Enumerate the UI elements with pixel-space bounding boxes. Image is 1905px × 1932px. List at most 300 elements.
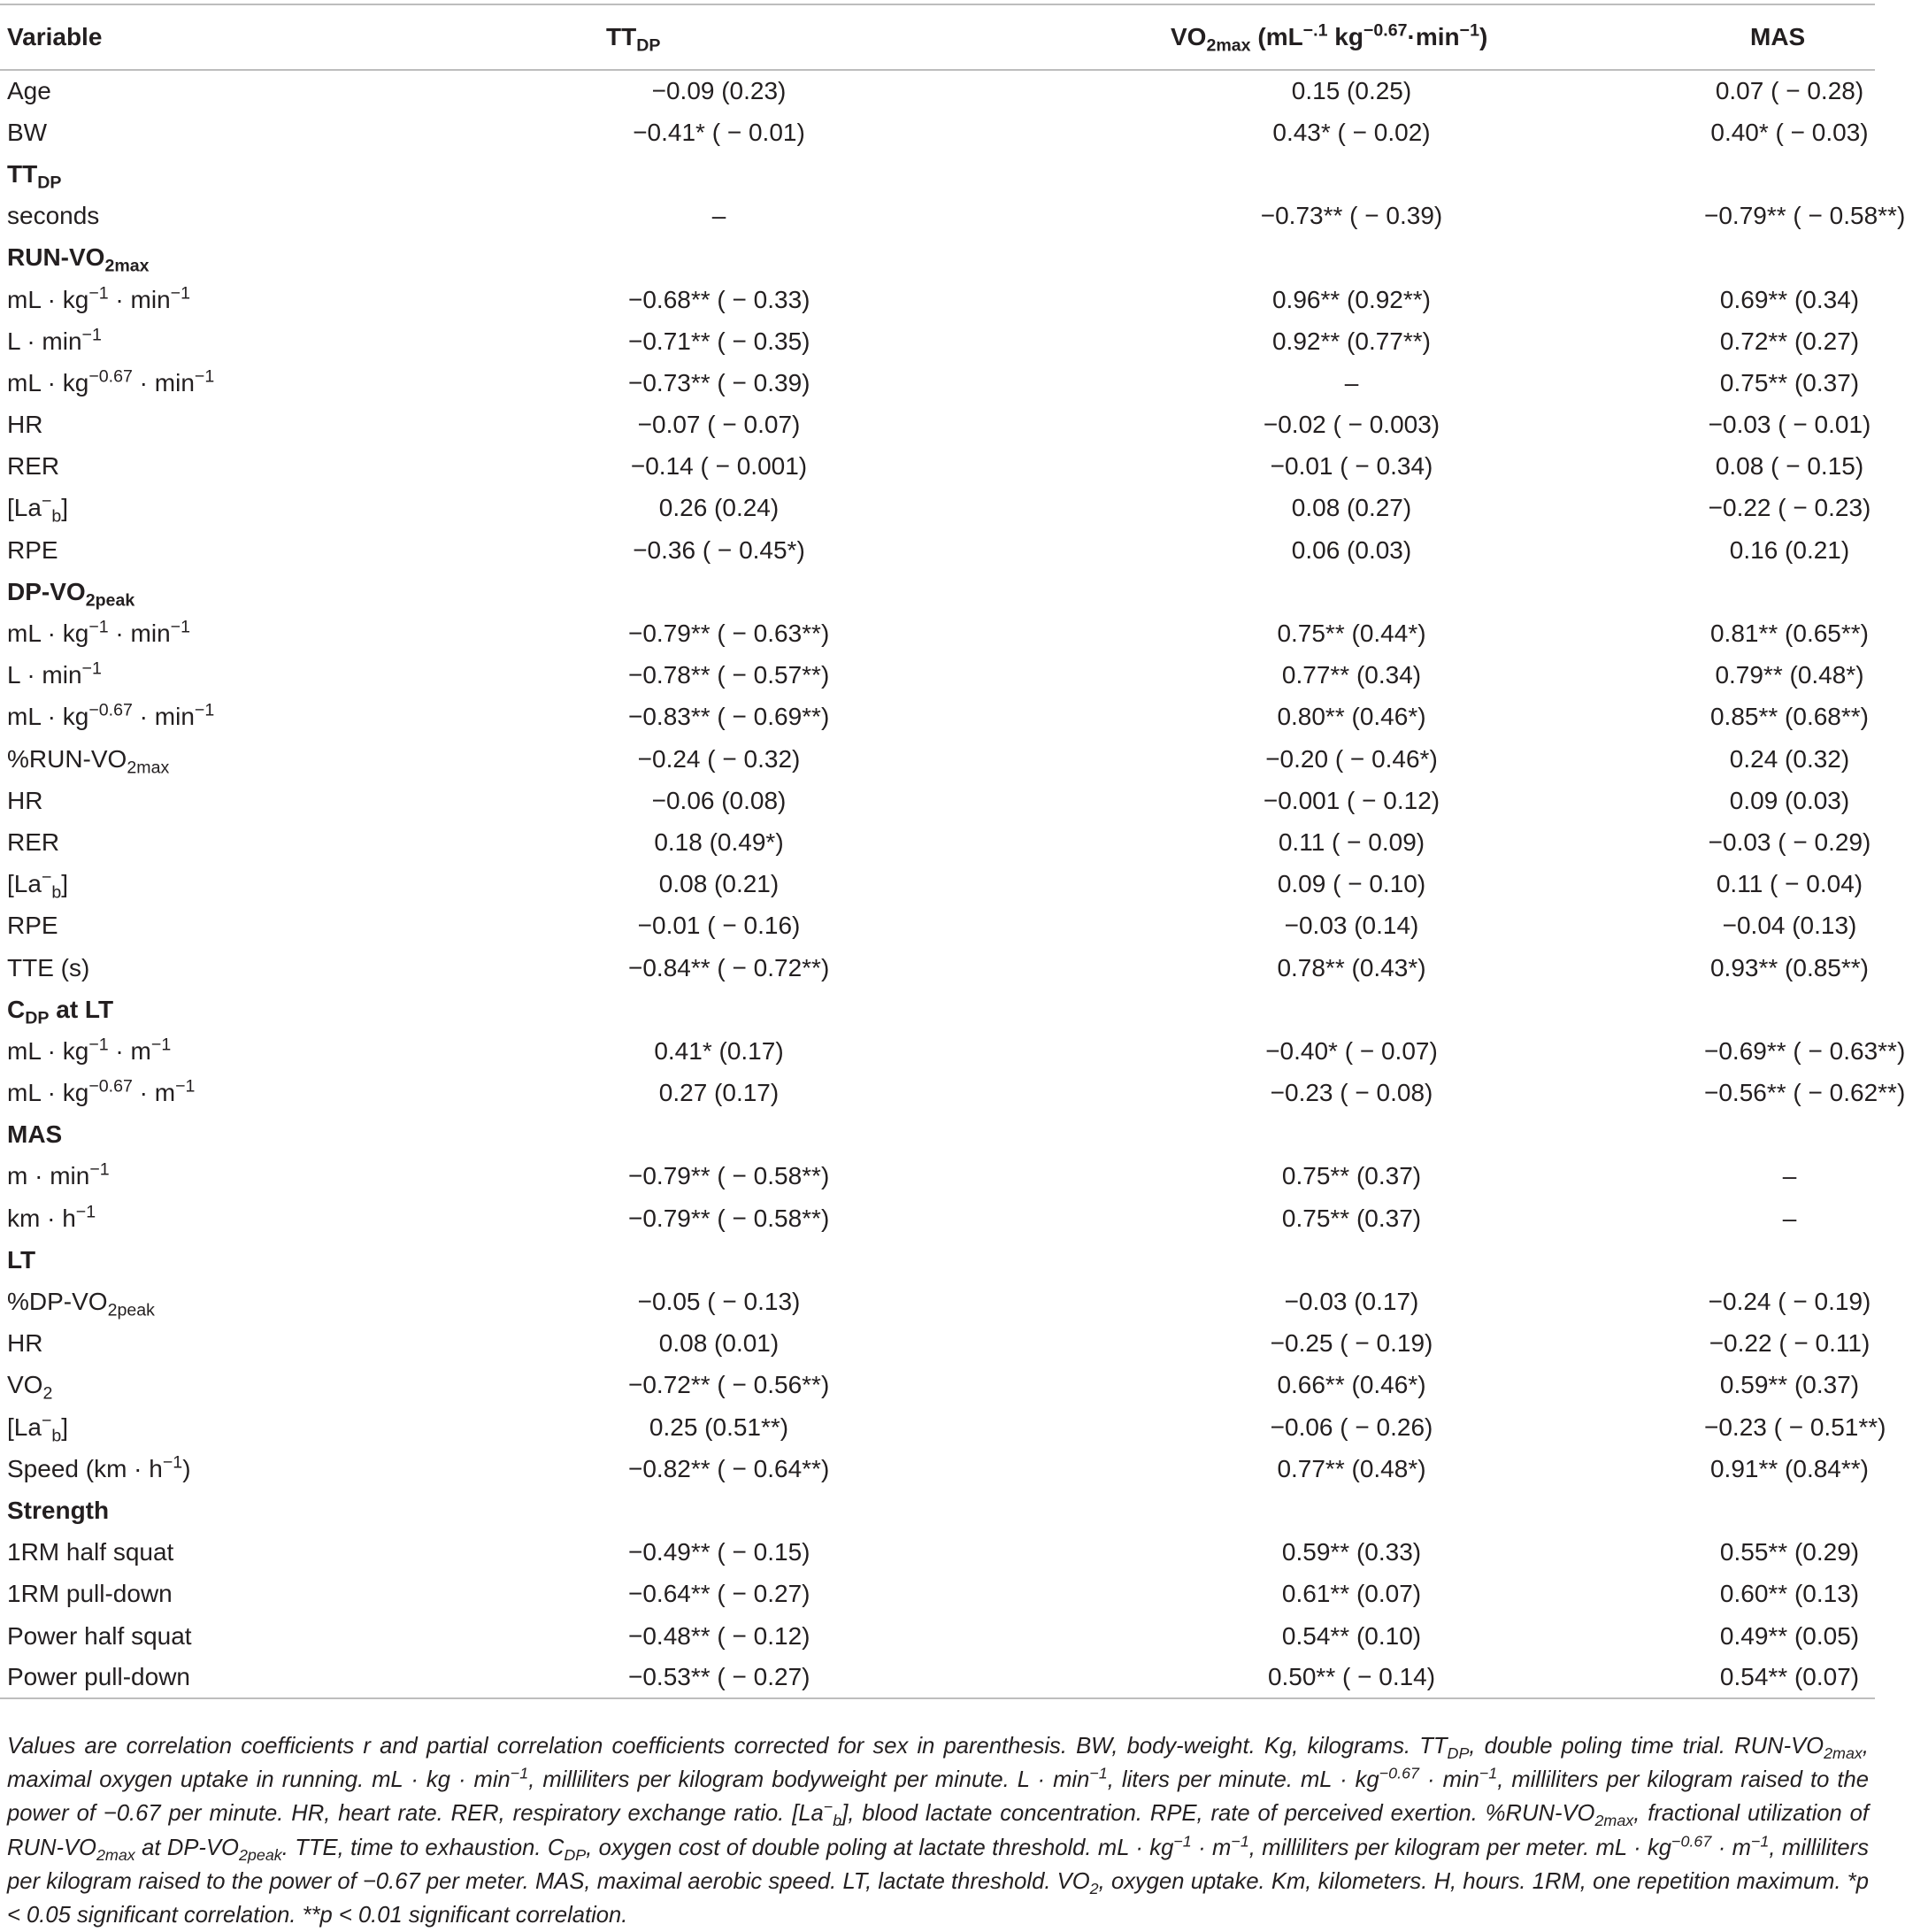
cell-tt-dp: −0.83** ( − 0.69**)	[628, 703, 830, 731]
row-label-sup2: −1	[170, 283, 190, 304]
row-label-text: mL · kg	[7, 620, 89, 648]
row-label-text2: )	[182, 1454, 191, 1482]
footnote-text: , oxygen uptake. Km, kilometers. H, hours. 1RM, one repetition maximum. *p < 0.05 significant correlation. **p < 0.01 significant correlation.	[7, 1868, 1869, 1928]
cell-tt-dp: −0.07 ( − 0.07)	[637, 411, 801, 439]
group-label	[0, 1114, 460, 1156]
cell-vo2max: –	[1344, 368, 1359, 396]
row-label	[0, 362, 460, 404]
table-row	[0, 1030, 1875, 1072]
header-variable-text: Variable	[7, 23, 103, 50]
row-label-text: [La	[7, 494, 42, 522]
cell-vo2max: 0.78** (0.43*)	[1277, 953, 1426, 981]
cell-tt-dp: −0.71** ( − 0.35)	[628, 327, 810, 355]
cell-mas: −0.03 ( − 0.29)	[1708, 827, 1871, 856]
group-header-row	[0, 1239, 1875, 1281]
cell-vo2max: 0.75** (0.44*)	[1277, 620, 1426, 648]
row-label	[0, 697, 460, 738]
header-vo2-sup1: −.1	[1302, 20, 1328, 41]
footnote-text: at DP-VO	[134, 1835, 239, 1860]
table-row	[0, 529, 1875, 571]
table-row	[0, 821, 1875, 863]
table-row	[0, 404, 1875, 446]
cell-mas: −0.56** ( − 0.62**)	[1704, 1079, 1905, 1107]
row-label-sup: −0.67	[88, 1076, 133, 1097]
row-label	[0, 279, 460, 320]
cell-tt-dp: −0.36 ( − 0.45*)	[633, 535, 805, 564]
footnote-text: , liters per minute. mL · kg	[1107, 1767, 1379, 1793]
cell-mas: 0.49** (0.05)	[1719, 1621, 1860, 1650]
row-label-text: Power half squat	[7, 1621, 192, 1650]
cell-vo2max: 0.75** (0.37)	[1281, 1204, 1422, 1232]
cell-tt-dp: 0.41* (0.17)	[654, 1036, 784, 1065]
footnote-text: , double poling time trial. RUN-VO	[1469, 1734, 1824, 1759]
row-label-text: mL · kg	[7, 1079, 89, 1107]
group-label-text: DP-VO	[7, 577, 86, 605]
table-row	[0, 655, 1875, 697]
cell-vo2max: 0.66** (0.46*)	[1277, 1371, 1426, 1399]
cell-mas: −0.69** ( − 0.63**)	[1704, 1036, 1905, 1065]
group-header-row	[0, 237, 1875, 279]
cell-tt-dp: −0.82** ( − 0.64**)	[628, 1454, 830, 1482]
table-header	[0, 4, 1875, 70]
footnote-sup: −0.67	[1671, 1832, 1712, 1851]
group-header-row	[0, 1489, 1875, 1531]
row-label-text: RPE	[7, 535, 58, 564]
row-label	[0, 1365, 460, 1406]
row-label-text: VO	[7, 1371, 43, 1399]
footnote-sub: DP	[1447, 1744, 1470, 1763]
row-label-text: HR	[7, 411, 43, 439]
row-label-sup: −0.67	[88, 701, 133, 721]
footnote-text: ], blood lactate concentration. RPE, rate of perceived exertion. %RUN-VO	[841, 1801, 1595, 1827]
footnote-text: , milliliters per kilogram per meter. mL · kg	[1248, 1835, 1672, 1860]
cell-vo2max: −0.73** ( − 0.39)	[1260, 202, 1443, 230]
cell-empty	[1540, 153, 1875, 195]
footnote-text: Values are correlation coefficients r and partial correlation coefficients corrected for sex in parenthesis. BW, body-weight. Kg, kilograms. TT	[7, 1734, 1448, 1759]
table-row	[0, 279, 1875, 320]
row-label-text: mL · kg	[7, 703, 89, 731]
row-label	[0, 488, 460, 529]
cell-mas: 0.16 (0.21)	[1729, 535, 1850, 564]
cell-vo2max: 0.77** (0.34)	[1281, 661, 1422, 689]
table-row	[0, 1323, 1875, 1365]
group-header-row	[0, 1114, 1875, 1156]
header-row	[0, 4, 1875, 70]
row-label-sup: −1	[88, 283, 109, 304]
cell-tt-dp: −0.06 (0.08)	[651, 786, 787, 814]
footnote-sub: DP	[564, 1845, 587, 1864]
header-vo2-sup3: −1	[1459, 20, 1479, 41]
row-label	[0, 1073, 460, 1114]
cell-tt-dp: 0.08 (0.01)	[658, 1329, 780, 1358]
cell-mas: −0.03 ( − 0.01)	[1708, 411, 1871, 439]
row-label-text: HR	[7, 1329, 43, 1358]
cell-tt-dp: −0.79** ( − 0.58**)	[628, 1162, 830, 1190]
table-row	[0, 1574, 1875, 1615]
cell-tt-dp: −0.72** ( − 0.56**)	[628, 1371, 830, 1399]
cell-vo2max: 0.54** (0.10)	[1281, 1621, 1422, 1650]
group-label-sub: DP	[25, 1008, 50, 1028]
row-label-sup2: −1	[170, 617, 190, 637]
row-label-text2: ]	[61, 870, 69, 898]
table-row	[0, 196, 1875, 237]
row-label-text: HR	[7, 786, 43, 814]
cell-tt-dp: −0.09 (0.23)	[651, 77, 787, 105]
cell-empty	[460, 571, 810, 612]
row-label	[0, 446, 460, 488]
cell-empty	[460, 989, 810, 1030]
cell-tt-dp: −0.64** ( − 0.27)	[628, 1580, 810, 1608]
table-row	[0, 905, 1875, 947]
group-label-sub: 2peak	[85, 590, 135, 611]
row-label-sup2: −1	[175, 1076, 196, 1097]
header-vo2-unit-c: ·min	[1407, 23, 1460, 50]
cell-mas: −0.04 (0.13)	[1722, 912, 1857, 940]
cell-vo2max: −0.06 ( − 0.26)	[1270, 1412, 1433, 1441]
row-label-text: BW	[7, 118, 48, 146]
row-label-text2: · min	[132, 703, 195, 731]
row-label-text2: · min	[108, 285, 171, 313]
row-label-sup: −	[41, 867, 52, 888]
row-label	[0, 1281, 460, 1322]
cell-empty	[460, 1114, 810, 1156]
table-row	[0, 697, 1875, 738]
cell-empty	[810, 1489, 1540, 1531]
group-label	[0, 1239, 460, 1281]
group-header-row	[0, 571, 1875, 612]
cell-tt-dp: −0.48** ( − 0.12)	[628, 1621, 810, 1650]
group-label-text: LT	[7, 1245, 36, 1274]
group-label-sub: 2max	[104, 256, 150, 276]
footnote-text: , milliliters per kilogram bodyweight per minute. L · min	[528, 1767, 1090, 1793]
row-label-sup: −1	[81, 658, 102, 679]
cell-tt-dp: −0.79** ( − 0.63**)	[628, 620, 830, 648]
cell-vo2max: −0.03 (0.14)	[1284, 912, 1419, 940]
cell-tt-dp: −0.49** ( − 0.15)	[628, 1538, 810, 1566]
header-mas-text: MAS	[1750, 23, 1806, 50]
cell-vo2max: 0.75** (0.37)	[1281, 1162, 1422, 1190]
cell-empty	[1540, 989, 1875, 1030]
cell-empty	[810, 1114, 1540, 1156]
table-body	[0, 70, 1905, 1698]
table-row	[0, 488, 1875, 529]
row-label-sup: −	[41, 1411, 52, 1431]
cell-mas: 0.08 ( − 0.15)	[1715, 452, 1864, 481]
cell-tt-dp: −0.53** ( − 0.27)	[628, 1663, 810, 1691]
row-label-text: %RUN-VO	[7, 744, 127, 773]
cell-tt-dp: −0.05 ( − 0.13)	[637, 1288, 801, 1316]
group-label-text: Strength	[7, 1496, 110, 1524]
cell-mas: −0.22 ( − 0.23)	[1708, 494, 1871, 522]
footnote-text: · min	[1419, 1767, 1479, 1793]
row-label-sub: b	[51, 882, 62, 903]
row-label	[0, 864, 460, 905]
footnote-sub: b	[833, 1812, 842, 1830]
row-label	[0, 1030, 460, 1072]
row-label-sup2: −1	[194, 366, 215, 387]
table-row	[0, 738, 1875, 780]
cell-empty	[810, 989, 1540, 1030]
footnote-sub: 2max	[96, 1845, 135, 1864]
cell-empty	[1540, 1489, 1875, 1531]
cell-empty	[1540, 1114, 1875, 1156]
cell-empty	[810, 571, 1540, 612]
row-label-text2: · m	[108, 1036, 151, 1065]
footnote-text: , maximal oxygen uptake in running. mL · kg · min	[7, 1734, 1869, 1793]
row-label-text2: ]	[61, 1412, 69, 1441]
footnote-sup: −1	[1173, 1832, 1192, 1851]
cell-vo2max: 0.80** (0.46*)	[1277, 703, 1426, 731]
cell-tt-dp: 0.26 (0.24)	[658, 494, 780, 522]
row-label-sup: −1	[88, 617, 109, 637]
table-row	[0, 1073, 1875, 1114]
cell-mas: 0.75** (0.37)	[1719, 368, 1860, 396]
header-variable	[0, 4, 460, 70]
table-row	[0, 112, 1875, 153]
row-label-text: seconds	[7, 202, 100, 230]
cell-tt-dp: −0.01 ( − 0.16)	[637, 912, 801, 940]
footnote-text: . TTE, time to exhaustion. C	[281, 1835, 565, 1860]
row-label	[0, 1657, 460, 1698]
cell-vo2max: 0.50** ( − 0.14)	[1267, 1663, 1436, 1691]
cell-mas: 0.69** (0.34)	[1719, 285, 1860, 313]
group-label-text: C	[7, 995, 26, 1023]
group-label	[0, 153, 460, 195]
footnote-sup: −1	[1750, 1832, 1770, 1851]
header-vo2max	[810, 4, 1540, 70]
cell-mas: 0.40* ( − 0.03)	[1710, 118, 1869, 146]
cell-empty	[1540, 571, 1875, 612]
row-label	[0, 1574, 460, 1615]
footnote-sup: −1	[1479, 1764, 1498, 1782]
footnote-sup: −1	[1089, 1764, 1108, 1782]
footnote-sub: 2max	[1824, 1744, 1863, 1763]
cell-empty	[460, 237, 810, 279]
table-row	[0, 320, 1875, 362]
header-tt-text: TT	[606, 23, 637, 50]
cell-tt-dp: –	[711, 202, 726, 230]
table-row	[0, 446, 1875, 488]
cell-vo2max: 0.96** (0.92**)	[1271, 285, 1431, 313]
row-label-text2: · min	[108, 620, 171, 648]
row-label	[0, 1615, 460, 1657]
footnote-text: , milliliters per kilogram raised to the power of −0.67 per meter. MAS, maximal aerobic speed. LT, lactate threshold. VO	[7, 1835, 1869, 1894]
footnote-sup: −1	[510, 1764, 529, 1782]
row-label	[0, 196, 460, 237]
cell-mas: −0.22 ( − 0.11)	[1709, 1329, 1870, 1358]
cell-tt-dp: 0.25 (0.51**)	[649, 1412, 789, 1441]
header-vo2-text: VO	[1171, 23, 1207, 50]
footnote-sub: 2	[1089, 1879, 1099, 1897]
footnote-sup: −1	[1231, 1832, 1249, 1851]
cell-mas: 0.93** (0.85**)	[1709, 953, 1869, 981]
row-label	[0, 112, 460, 153]
cell-tt-dp: −0.79** ( − 0.58**)	[628, 1204, 830, 1232]
cell-vo2max: 0.43* ( − 0.02)	[1272, 118, 1431, 146]
header-vo2-sub: 2max	[1206, 35, 1251, 56]
row-label	[0, 947, 460, 989]
cell-tt-dp: −0.41* ( − 0.01)	[633, 118, 805, 146]
table-row	[0, 1448, 1875, 1489]
cell-vo2max: −0.001 ( − 0.12)	[1263, 786, 1440, 814]
cell-mas: –	[1782, 1162, 1797, 1190]
cell-vo2max: 0.59** (0.33)	[1281, 1538, 1422, 1566]
group-label	[0, 989, 460, 1030]
row-label-text: mL · kg	[7, 1036, 89, 1065]
footnote-sup: −	[823, 1797, 833, 1816]
row-label-text2: ]	[61, 494, 69, 522]
cell-tt-dp: −0.84** ( − 0.72**)	[628, 953, 830, 981]
table-row	[0, 1615, 1875, 1657]
cell-vo2max: 0.08 (0.27)	[1291, 494, 1412, 522]
cell-vo2max: 0.09 ( − 0.10)	[1277, 870, 1426, 898]
row-label-sup: −1	[162, 1452, 183, 1473]
row-label-sup: −1	[75, 1202, 96, 1222]
row-label-sub: 2	[42, 1384, 53, 1404]
row-label-sub: b	[51, 507, 62, 527]
cell-mas: 0.85** (0.68**)	[1709, 703, 1869, 731]
table-row	[0, 1156, 1875, 1197]
table-row	[0, 1281, 1875, 1322]
group-label-after: at LT	[49, 995, 114, 1023]
table-row	[0, 362, 1875, 404]
row-label	[0, 320, 460, 362]
cell-vo2max: −0.20 ( − 0.46*)	[1265, 744, 1438, 773]
row-label-text: Age	[7, 77, 51, 105]
header-vo2-unit-b: kg	[1327, 23, 1363, 50]
cell-tt-dp: 0.18 (0.49*)	[654, 827, 784, 856]
row-label-text: m · min	[7, 1162, 90, 1190]
cell-empty	[1540, 1239, 1875, 1281]
row-label-text2: · min	[132, 368, 195, 396]
footnote-sub: 2max	[1594, 1812, 1634, 1830]
group-label	[0, 237, 460, 279]
row-label	[0, 1406, 460, 1448]
cell-vo2max: −0.02 ( − 0.003)	[1263, 411, 1440, 439]
cell-tt-dp: −0.24 ( − 0.32)	[637, 744, 801, 773]
cell-vo2max: 0.61** (0.07)	[1281, 1580, 1422, 1608]
row-label-text: RER	[7, 827, 60, 856]
group-label-text: TT	[7, 159, 38, 188]
row-label	[0, 738, 460, 780]
table-row	[0, 1197, 1875, 1239]
cell-vo2max: −0.40* ( − 0.07)	[1265, 1036, 1438, 1065]
cell-empty	[810, 1239, 1540, 1281]
cell-tt-dp: −0.68** ( − 0.33)	[628, 285, 810, 313]
row-label-text: mL · kg	[7, 285, 89, 313]
row-label-text: L · min	[7, 327, 82, 355]
group-label	[0, 1489, 460, 1531]
cell-mas: 0.79** (0.48*)	[1715, 661, 1864, 689]
row-label-sub: 2peak	[107, 1300, 155, 1320]
header-vo2-unit-a: (mL	[1250, 23, 1303, 50]
cell-vo2max: 0.77** (0.48*)	[1277, 1454, 1426, 1482]
cell-mas: 0.59** (0.37)	[1719, 1371, 1860, 1399]
cell-mas: 0.24 (0.32)	[1729, 744, 1850, 773]
row-label	[0, 70, 460, 112]
group-label	[0, 571, 460, 612]
cell-mas: −0.79** ( − 0.58**)	[1704, 202, 1905, 230]
row-label-sub: 2max	[127, 758, 170, 778]
row-label-text: L · min	[7, 661, 82, 689]
header-vo2-unit-d: )	[1479, 23, 1488, 50]
table-row	[0, 780, 1875, 821]
row-label	[0, 612, 460, 654]
row-label-text2: · m	[132, 1079, 176, 1107]
cell-mas: 0.72** (0.27)	[1719, 327, 1860, 355]
cell-mas: −0.23 ( − 0.51**)	[1704, 1412, 1886, 1441]
row-label-sup: −1	[88, 1035, 109, 1055]
table-row	[0, 612, 1875, 654]
row-label-text: 1RM half squat	[7, 1538, 174, 1566]
row-label	[0, 1197, 460, 1239]
cell-mas: 0.55** (0.29)	[1719, 1538, 1860, 1566]
row-label	[0, 821, 460, 863]
header-mas	[1540, 4, 1875, 70]
row-label-text: RER	[7, 452, 60, 481]
row-label	[0, 655, 460, 697]
row-label	[0, 1532, 460, 1574]
group-label-text: RUN-VO	[7, 243, 105, 272]
footnote-text: · m	[1711, 1835, 1751, 1860]
group-header-row	[0, 153, 1875, 195]
cell-empty	[460, 1239, 810, 1281]
cell-mas: 0.60** (0.13)	[1719, 1580, 1860, 1608]
row-label-sup2: −1	[150, 1035, 172, 1055]
row-label-sup: −0.67	[88, 366, 133, 387]
header-tt-dp	[460, 4, 810, 70]
cell-empty	[460, 153, 810, 195]
row-label-text: RPE	[7, 912, 58, 940]
cell-mas: –	[1782, 1204, 1797, 1232]
cell-mas: −0.24 ( − 0.19)	[1708, 1288, 1871, 1316]
cell-tt-dp: −0.14 ( − 0.001)	[630, 452, 808, 481]
cell-mas: 0.07 ( − 0.28)	[1715, 77, 1864, 105]
cell-vo2max: 0.11 ( − 0.09)	[1278, 827, 1425, 856]
row-label-text: km · h	[7, 1204, 76, 1232]
row-label	[0, 1323, 460, 1365]
footnote-text: , oxygen cost of double poling at lactate threshold. mL · kg	[586, 1835, 1174, 1860]
cell-tt-dp: 0.08 (0.21)	[658, 870, 780, 898]
group-label-sub: DP	[37, 173, 62, 193]
row-label-text: Power pull-down	[7, 1663, 190, 1691]
cell-empty	[810, 153, 1540, 195]
cell-mas: 0.54** (0.07)	[1719, 1663, 1860, 1691]
cell-empty	[1540, 237, 1875, 279]
cell-mas: 0.81** (0.65**)	[1709, 620, 1869, 648]
row-label	[0, 529, 460, 571]
footnote-text: , fractional utilization of RUN-VO	[7, 1801, 1869, 1860]
footnote-sub: 2peak	[238, 1845, 282, 1864]
cell-vo2max: −0.01 ( − 0.34)	[1270, 452, 1433, 481]
row-label	[0, 780, 460, 821]
table-row	[0, 864, 1875, 905]
row-label-text: [La	[7, 870, 42, 898]
row-label	[0, 404, 460, 446]
row-label-sup: −1	[89, 1160, 110, 1181]
cell-mas: 0.09 (0.03)	[1729, 786, 1850, 814]
table-footnote	[7, 1729, 1869, 1932]
correlation-table	[0, 4, 1905, 1699]
row-label-text: [La	[7, 1412, 42, 1441]
row-label-text: Speed (km · h	[7, 1454, 163, 1482]
table-row	[0, 70, 1875, 112]
row-label-text: mL · kg	[7, 368, 89, 396]
group-label-text: MAS	[7, 1120, 63, 1149]
row-label-sup2: −1	[194, 701, 215, 721]
row-label	[0, 1156, 460, 1197]
cell-vo2max: 0.06 (0.03)	[1291, 535, 1412, 564]
